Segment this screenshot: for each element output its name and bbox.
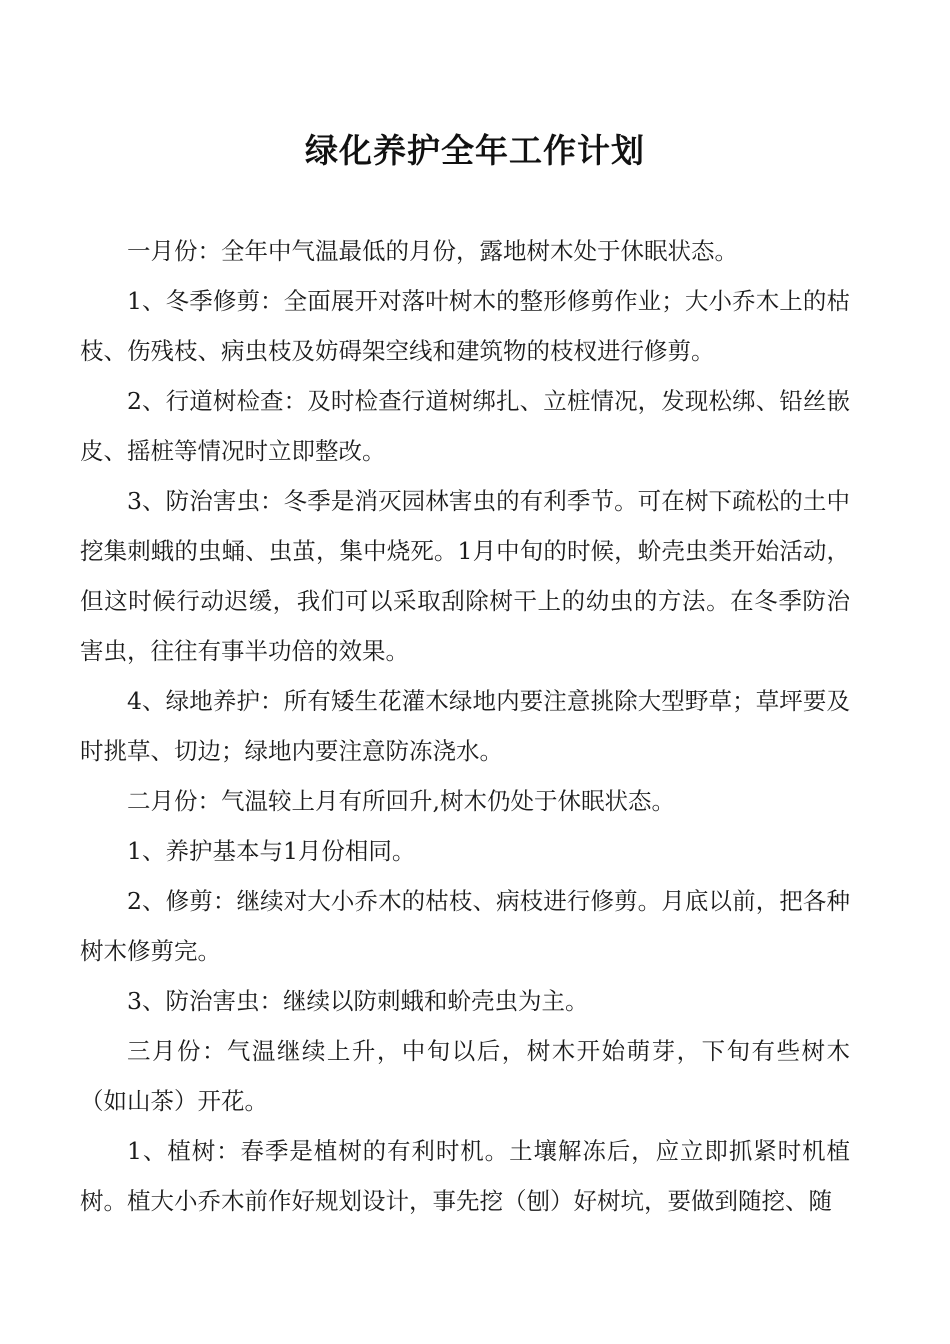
paragraph-march-planting: 1、植树：春季是植树的有利时机。土壤解冻后，应立即抓紧时机植树。植大小乔木前作好规划设计，事先挖（刨）好树坑，要做到随挖、随 xyxy=(80,1137,850,1215)
paragraph-january-pest-control: 3、防治害虫：冬季是消灭园林害虫的有利季节。可在树下疏松的土中挖集刺蛾的虫蛹、虫茧，集中烧死。1月中旬的时候，蚧壳虫类开始活动，但这时候行动迟缓，我们可以采取刮除树干上的幼虫的方法。在冬季防治害虫，往往有事半功倍的效果。 xyxy=(80,487,850,665)
paragraph-january-street-trees: 2、行道树检查：及时检查行道树绑扎、立桩情况，发现松绑、铅丝嵌皮、摇桩等情况时立即整改。 xyxy=(80,387,850,465)
paragraph-february-pest-control: 3、防治害虫：继续以防刺蛾和蚧壳虫为主。 xyxy=(127,987,589,1015)
paragraph-february-intro: 二月份：气温较上月有所回升,树木仍处于休眠状态。 xyxy=(127,787,675,815)
paragraph-february-pruning: 2、修剪：继续对大小乔木的枯枝、病枝进行修剪。月底以前，把各种树木修剪完。 xyxy=(80,887,850,965)
paragraph-january-intro: 一月份：全年中气温最低的月份，露地树木处于休眠状态。 xyxy=(127,237,738,265)
document-body xyxy=(80,226,850,1226)
paragraph-january-pruning: 1、冬季修剪：全面展开对落叶树木的整形修剪作业；大小乔木上的枯枝、伤残枝、病虫枝及妨碍架空线和建筑物的枝杈进行修剪。 xyxy=(80,287,850,365)
paragraph-february-maintenance: 1、养护基本与1月份相同。 xyxy=(127,837,416,865)
paragraph-january-green-space: 4、绿地养护：所有矮生花灌木绿地内要注意挑除大型野草；草坪要及时挑草、切边；绿地内要注意防冻浇水。 xyxy=(80,687,850,765)
document-title: 绿化养护全年工作计划 xyxy=(305,131,645,170)
paragraph-march-intro: 三月份：气温继续上升，中旬以后，树木开始萌芽，下旬有些树木（如山茶）开花。 xyxy=(80,1037,850,1115)
